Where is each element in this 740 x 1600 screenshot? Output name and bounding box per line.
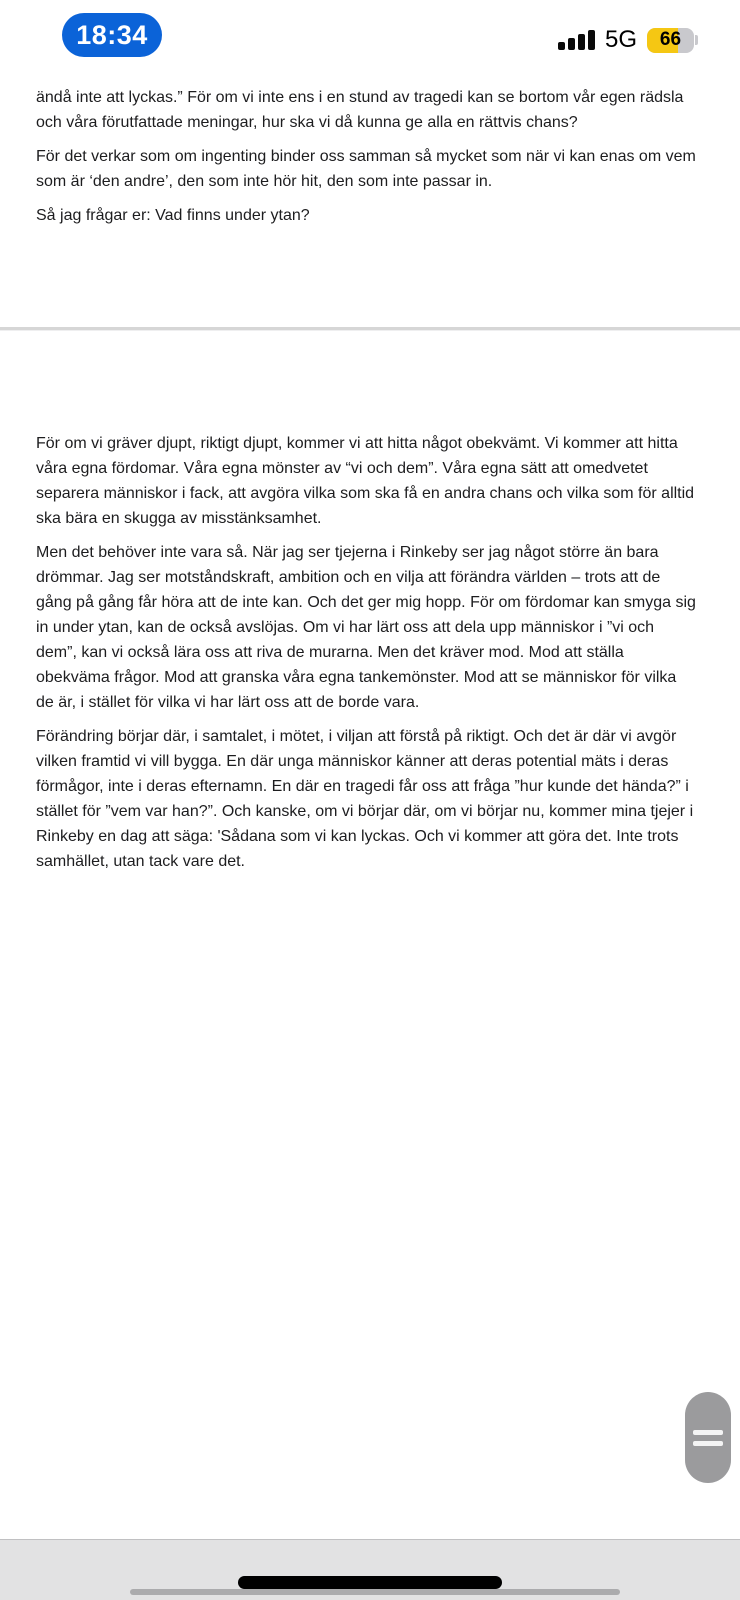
time-pill[interactable] — [62, 13, 162, 57]
bottom-bar — [0, 1539, 740, 1600]
document-page-2[interactable] — [36, 431, 696, 883]
page-divider — [0, 327, 740, 331]
paragraph[interactable]: ändå inte att lyckas.” För om vi inte ens i en stund av tragedi kan se bortom vår egen rädsla och våra förutfattade meningar, hur ska vi då kunna ge alla en rättvis chans? — [36, 89, 684, 131]
scroll-handle[interactable] — [685, 1392, 731, 1483]
cellular-signal-icon — [558, 30, 595, 50]
drag-handle-line-icon — [693, 1430, 723, 1435]
status-right-cluster — [558, 27, 698, 53]
paragraph[interactable]: Men det behöver inte vara så. När jag ser tjejerna i Rinkeby ser jag något större än bara drömmar. Jag ser motståndskraft, ambition och en vilja att förändra världen – trots att de gång på gång får höra att de inte kan. Och det ger mig hopp. För om fördomar kan smyga sig in under ytan, kan de också avslöjas. Om vi har lärt oss att dela upp människor i ”vi och dem”, kan vi också lära oss att riva de murarna. Men det kräver mod. Mod att ställa obekväma frågor. Mod att granska våra egna tankemönster. Mod att se människor för vilka de är, i stället för vilka vi har lärt oss att de borde vara. — [36, 544, 696, 711]
document-page-1[interactable] — [36, 85, 696, 237]
battery-cap — [695, 35, 698, 45]
status-time: 18:34 — [76, 19, 148, 50]
paragraph[interactable]: För om vi gräver djupt, riktigt djupt, kommer vi att hitta något obekvämt. Vi kommer att hitta våra egna fördomar. Våra egna mönster av “vi och dem”. Våra egna sätt att omedvetet separera människor i fack, att avgöra vilka som ska få en andra chans och vilka som för alltid ska bära en skugga av misstänksamhet. — [36, 435, 695, 527]
battery-icon — [647, 28, 698, 53]
paragraph[interactable]: Så jag frågar er: Vad finns under ytan? — [36, 207, 310, 224]
paragraph[interactable]: Förändring börjar där, i samtalet, i mötet, i viljan att förstå på riktigt. Och det är där vi avgör vilken framtid vi vill bygga. En där unga människor känner att deras potential mäts i deras förmågor, inte i deras efternamn. En där en tragedi får oss att fråga ”hur kunde det hända?” i stället för ”vem var han?”. Och kanske, om vi börjar där, om vi börjar nu, kommer mina tjejer i Rinkeby en dag att säga: 'Sådana som vi kan lyckas. Och vi kommer att göra det. Inte trots samhället, utan tack vare det. — [36, 728, 694, 870]
paragraph[interactable]: För det verkar som om ingenting binder oss samman så mycket som när vi kan enas om vem som är ‘den andre’, den som inte hör hit, den som inte passar in. — [36, 148, 696, 190]
horizontal-scrollbar[interactable] — [130, 1589, 620, 1595]
battery-body — [647, 28, 694, 53]
network-type-label: 5G — [604, 26, 637, 53]
status-bar — [0, 0, 740, 70]
drag-handle-line-icon — [693, 1441, 723, 1446]
battery-percent: 66 — [659, 29, 682, 50]
home-indicator[interactable] — [238, 1576, 502, 1589]
